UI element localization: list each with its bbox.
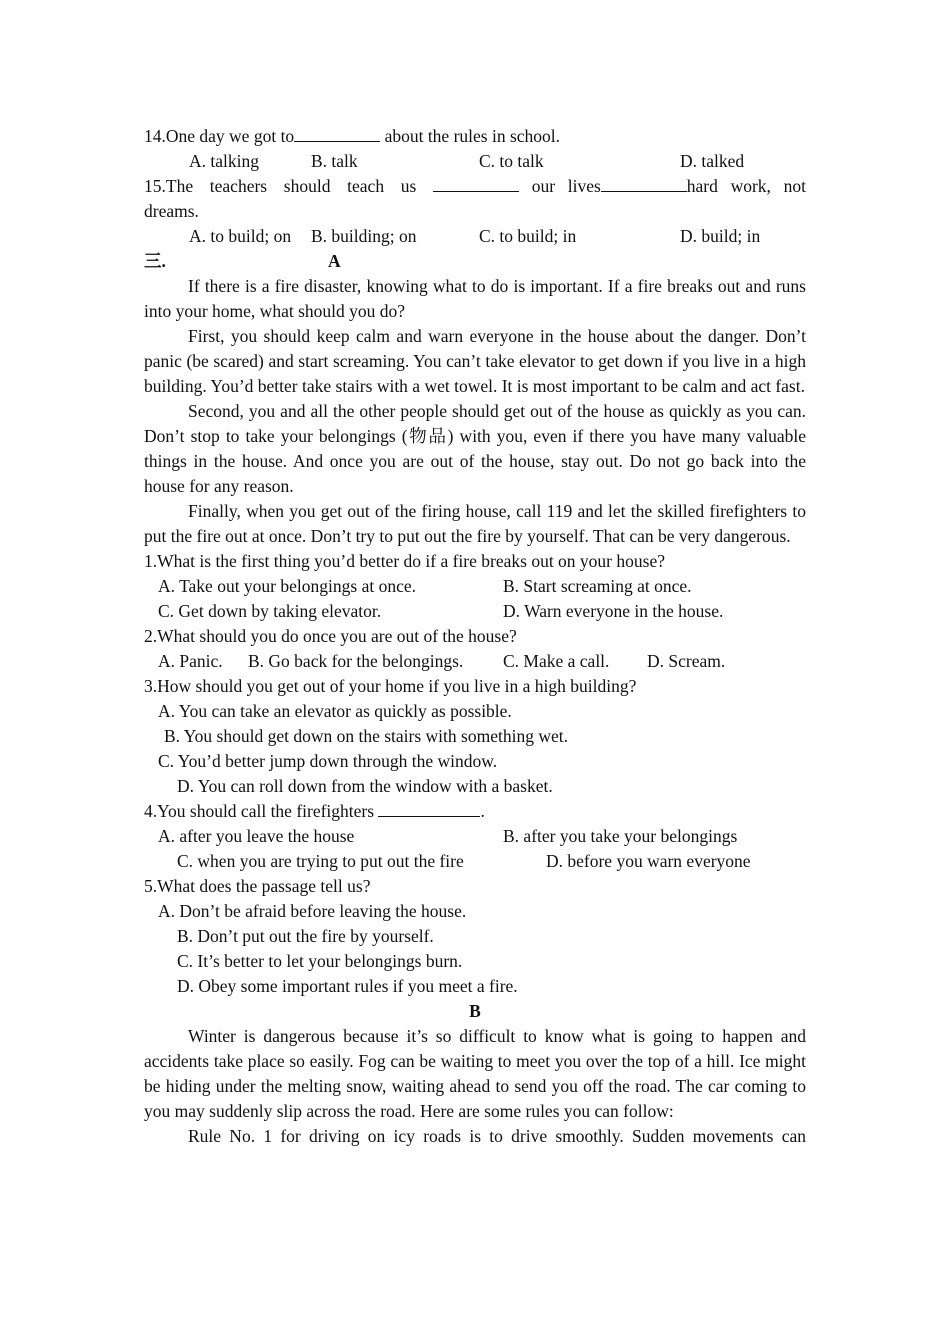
- question-3-stem: 3.How should you get out of your home if you live in a high building?: [144, 676, 637, 696]
- passage-a-paragraph-2: First, you should keep calm and warn everyone in the house about the danger. Don’t panic (be scared) and start screaming. You can’t take elevator to get down if you live in a high building. You’d better take stairs with a wet towel. It is most important to be calm and act fast.: [144, 326, 806, 396]
- option-d: D. Warn everyone in the house.: [503, 601, 724, 621]
- question-14-stem-after: about the rules in school.: [380, 126, 561, 146]
- option-d: D. before you warn everyone: [546, 851, 751, 871]
- option-c: C. It’s better to let your belongings burn.: [177, 951, 463, 971]
- option-d: D. Scream.: [647, 651, 726, 671]
- option-a: A. Don’t be afraid before leaving the house.: [158, 901, 467, 921]
- question-4-options-row-1: [144, 824, 806, 849]
- option-a: A. after you leave the house: [158, 826, 355, 846]
- passage-a-paragraph-3: Second, you and all the other people should get out of the house as quickly as you can. Don’t stop to take your belongings (物品) with you, even if there you have many valuable things in the house. And once you are out of the house, stay out. Do not go back into the house for any reason.: [144, 401, 806, 496]
- answer-blank: [601, 174, 687, 192]
- question-5-stem: 5.What does the passage tell us?: [144, 876, 371, 896]
- option-b: B. after you take your belongings: [503, 826, 738, 846]
- option-d: D. build; in: [680, 226, 761, 246]
- question-4-stem-after: .: [480, 801, 485, 821]
- question-15-options: [144, 224, 806, 249]
- question-4-stem: [144, 799, 806, 824]
- question-4-stem-before: 4.You should call the firefighters: [144, 801, 379, 821]
- question-15-stem: [144, 174, 806, 224]
- passage-a-title: A: [328, 251, 341, 271]
- option-c: C. when you are trying to put out the fire: [177, 851, 464, 871]
- question-1-stem: 1.What is the first thing you’d better do if a fire breaks out on your house?: [144, 551, 665, 571]
- passage-b-paragraph-2: Rule No. 1 for driving on icy roads is to drive smoothly. Sudden movements can: [188, 1126, 806, 1146]
- question-1-options-row-1: [144, 574, 806, 599]
- answer-blank: [294, 124, 380, 142]
- question-14-options: [144, 149, 806, 174]
- question-14-stem: [144, 124, 806, 149]
- option-d: D. Obey some important rules if you meet a fire.: [177, 976, 518, 996]
- passage-b-paragraph-1: Winter is dangerous because it’s so difficult to know what is going to happen and accidents take place so easily. Fog can be waiting to meet you over the top of a hill. Ice might be hiding under the melting snow, waiting ahead to send you off the road. The car coming to you may suddenly slip across the road. Here are some rules you can follow:: [144, 1026, 806, 1121]
- option-b: B. Go back for the belongings.: [248, 651, 464, 671]
- option-b: B. Don’t put out the fire by yourself.: [177, 926, 434, 946]
- question-2-stem: 2.What should you do once you are out of the house?: [144, 626, 517, 646]
- option-a: A. talking: [189, 151, 259, 171]
- question-4-options-row-2: [144, 849, 806, 874]
- option-d: D. talked: [680, 151, 745, 171]
- option-c: C. to build; in: [479, 226, 577, 246]
- option-a: A. to build; on: [189, 226, 292, 246]
- section-number: 三.: [144, 251, 166, 271]
- option-c: C. Make a call.: [503, 651, 610, 671]
- option-b: B. You should get down on the stairs with something wet.: [164, 726, 568, 746]
- option-a: A. Take out your belongings at once.: [158, 576, 416, 596]
- answer-blank: [378, 799, 480, 817]
- option-d: D. You can roll down from the window with a basket.: [177, 776, 553, 796]
- option-c: C. Get down by taking elevator.: [158, 601, 382, 621]
- option-b: B. Start screaming at once.: [503, 576, 692, 596]
- exam-page: [144, 124, 806, 1149]
- option-c: C. to talk: [479, 151, 544, 171]
- option-b: B. talk: [311, 151, 358, 171]
- question-15-stem-c: hard work, not dreams.: [144, 176, 806, 221]
- question-14-stem-before: 14.One day we got to: [144, 126, 295, 146]
- passage-a-paragraph-4: Finally, when you get out of the firing house, call 119 and let the skilled firefighters to put the fire out at once. Don’t try to put out the fire by yourself. That can be very dangerous.: [144, 501, 806, 546]
- question-1-options-row-2: [144, 599, 806, 624]
- option-b: B. building; on: [311, 226, 417, 246]
- question-2-options: [144, 649, 806, 674]
- option-c: C. You’d better jump down through the window.: [158, 751, 498, 771]
- passage-a-paragraph-1: If there is a fire disaster, knowing what to do is important. If a fire breaks out and runs into your home, what should you do?: [144, 276, 806, 321]
- option-a: A. You can take an elevator as quickly as possible.: [158, 701, 512, 721]
- answer-blank: [433, 174, 519, 192]
- question-15-stem-a: 15.The teachers should teach us: [144, 176, 434, 196]
- question-15-stem-b: our lives: [519, 176, 601, 196]
- option-a: A. Panic.: [158, 651, 223, 671]
- passage-b-title: B: [469, 1001, 481, 1021]
- section-3-header: [144, 249, 806, 274]
